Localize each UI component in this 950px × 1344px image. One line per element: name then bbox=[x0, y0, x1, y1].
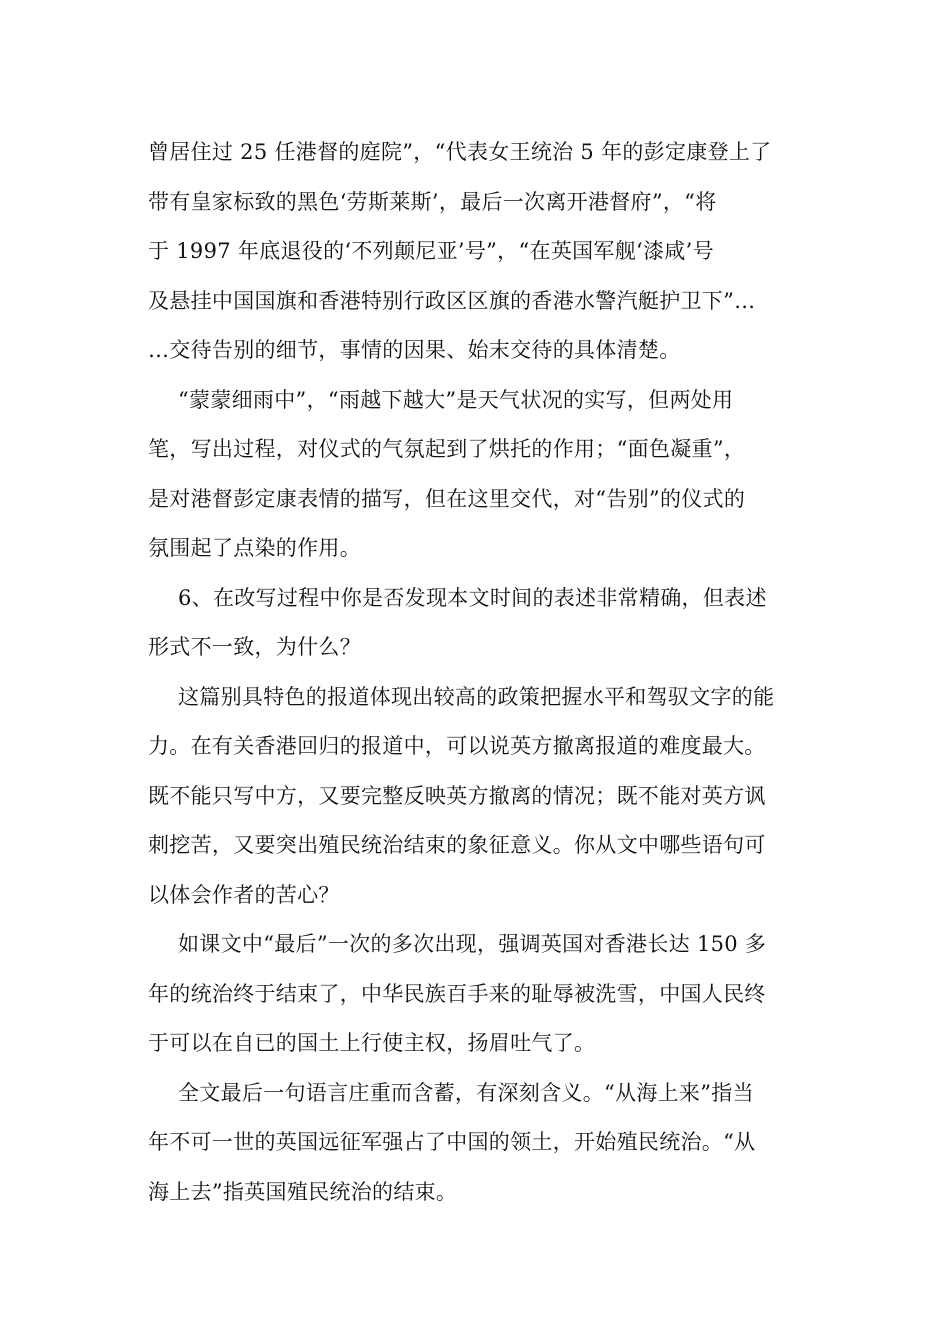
text-line: 以体会作者的苦心？ bbox=[148, 882, 340, 907]
text-line: 海上去”指英国殖民统治的结束。 bbox=[148, 1179, 458, 1204]
text-line: 年不可一世的英国远征军强占了中国的领土，开始殖民统治。“从 bbox=[148, 1130, 756, 1154]
document-body bbox=[148, 128, 808, 1217]
text-line: 及悬挂中国国旗和香港特别行政区区旗的香港水警汽艇护卫下”… bbox=[148, 288, 756, 313]
text-line: 氛围起了点染的作用。 bbox=[148, 536, 361, 560]
text-line: 刺挖苦，又要突出殖民统治结束的象征意义。你从文中哪些语句可 bbox=[148, 833, 766, 857]
text-line: 既不能只写中方，又要完整反映英方撤离的情况；既不能对英方讽 bbox=[148, 783, 766, 808]
text-line: 于 1997 年底退役的‘不列颠尼亚’号”，“在英国军舰‘漆咸’号 bbox=[148, 239, 714, 263]
text-line: 是对港督彭定康表情的描写，但在这里交代，对“告别”的仪式的 bbox=[148, 486, 746, 511]
paragraph-first-line: 如课文中“最后”一次的多次出现，强调英国对香港长达 150 多 bbox=[178, 932, 767, 956]
text-line: 形式不一致，为什么？ bbox=[148, 635, 361, 659]
text-line: 曾居住过 25 任港督的庭院”，“代表女王统治 5 年的彭定康登上了 bbox=[148, 140, 772, 164]
text-line: 于可以在自已的国土上行使主权，扬眉吐气了。 bbox=[148, 1031, 596, 1055]
text-line: 笔，写出过程，对仪式的气氛起到了烘托的作用；“面色凝重”， bbox=[148, 437, 746, 461]
text-line: …交待告别的细节，事情的因果、始末交待的具体清楚。 bbox=[148, 338, 681, 362]
paragraph-first-line: 这篇别具特色的报道体现出较高的政策把握水平和驾驭文字的能 bbox=[178, 684, 775, 709]
text-line: 力。在有关香港回归的报道中，可以说英方撤离报道的难度最大。 bbox=[148, 734, 766, 758]
question-heading: 6、在改写过程中你是否发现本文时间的表述非常精确，但表述 bbox=[178, 585, 767, 610]
paragraph-first-line: “蒙蒙细雨中”，“雨越下越大”是天气状况的实写，但两处用 bbox=[178, 387, 734, 412]
text-line: 年的统治终于结束了，中华民族百手来的耻辱被洗雪，中国人民终 bbox=[148, 981, 766, 1006]
text-line: 带有皇家标致的黑色‘劳斯莱斯’，最后一次离开港督府”，“将 bbox=[148, 189, 717, 214]
paragraph-first-line: 全文最后一句语言庄重而含蓄，有深刻含义。“从海上来”指当 bbox=[178, 1080, 754, 1105]
